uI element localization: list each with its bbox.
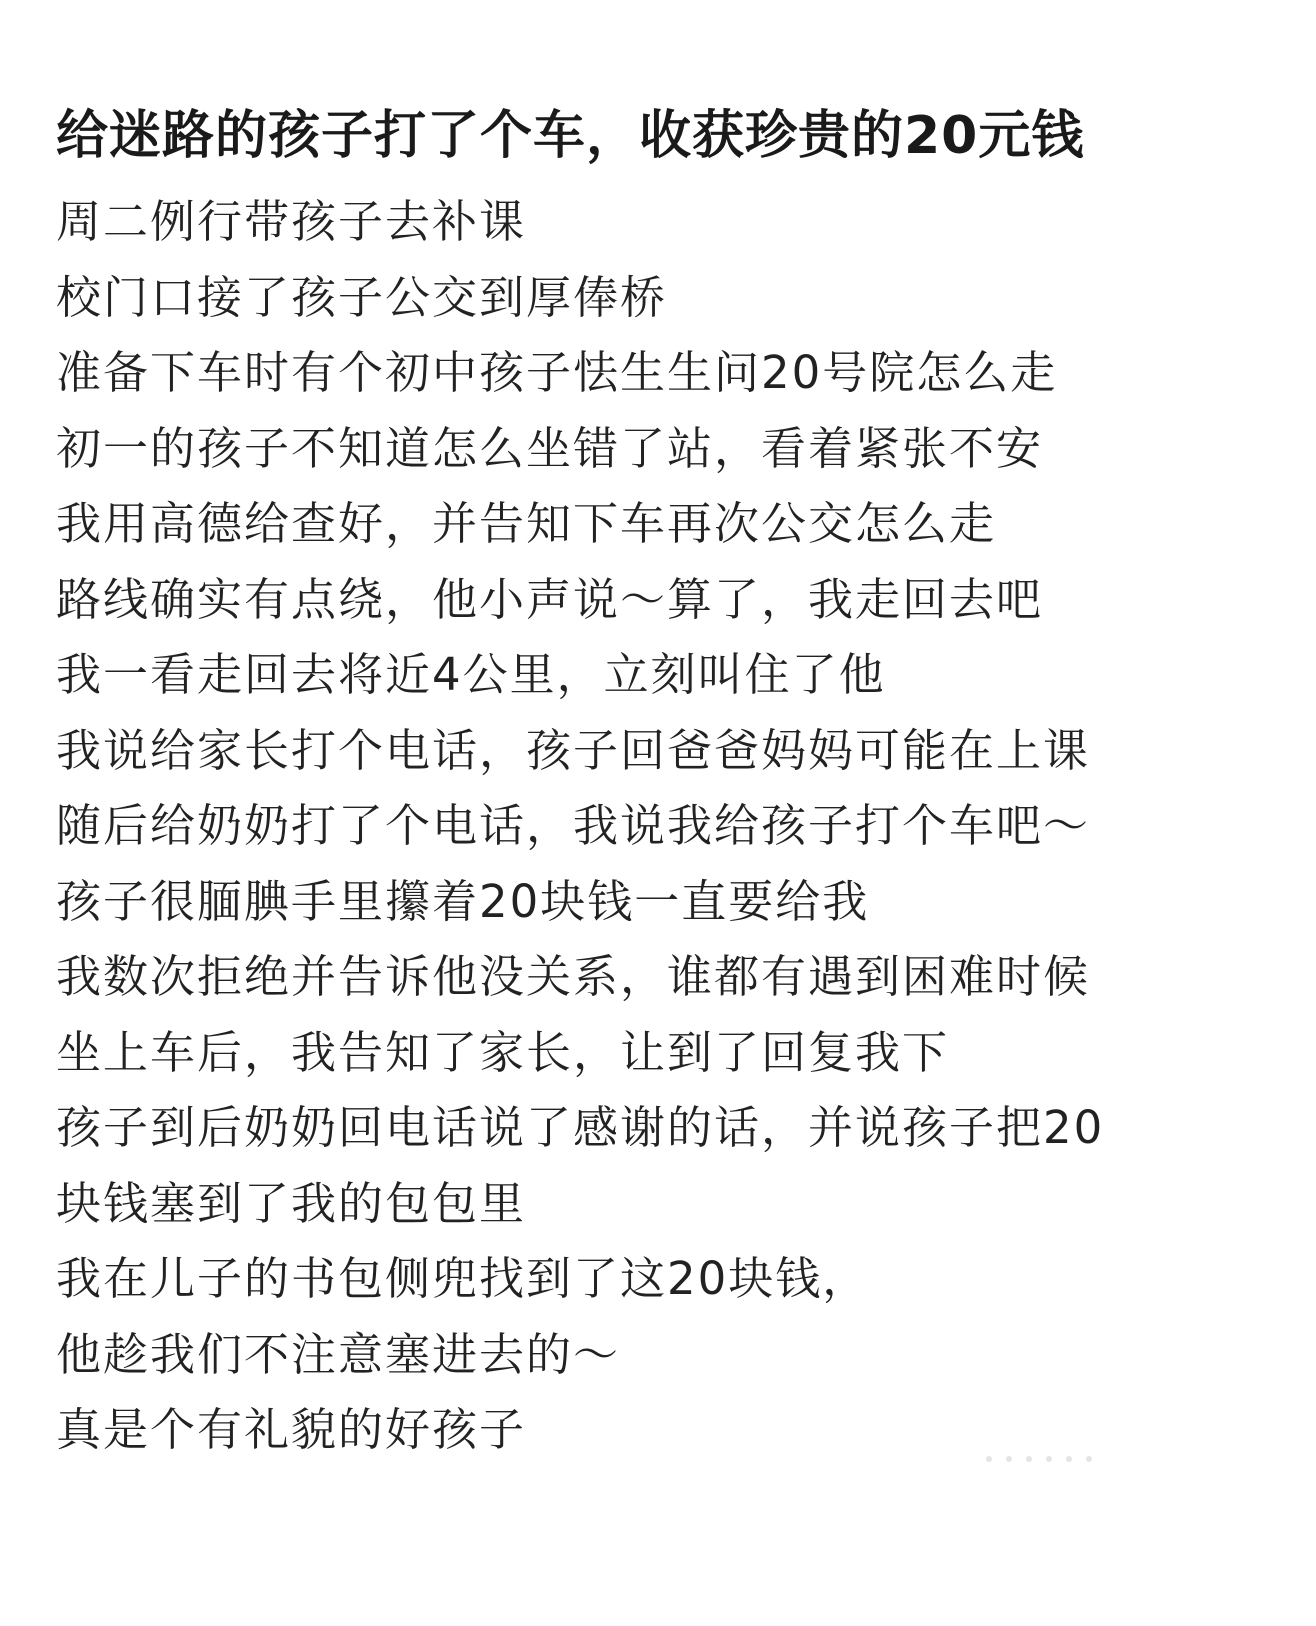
post-line: 真是个有礼貌的好孩子 <box>56 1403 527 1456</box>
post-line: 我用高德给查好，并告知下车再次公交怎么走 <box>56 497 997 550</box>
post-line: 我一看走回去将近4公里，立刻叫住了他 <box>56 648 886 701</box>
post-line: 他趁我们不注意塞进去的～ <box>56 1327 621 1381</box>
post-line: 孩子很腼腆手里攥着20块钱一直要给我 <box>56 874 870 928</box>
faint-watermark <box>986 1447 1116 1457</box>
post-line: 初一的孩子不知道怎么坐错了站，看着紧张不安 <box>56 421 1044 475</box>
post-line: 坐上车后，我告知了家长，让到了回复我下 <box>56 1025 950 1079</box>
post-line: 周二例行带孩子去补课 <box>56 195 527 248</box>
post-line: 我说给家长打个电话，孩子回爸爸妈妈可能在上课 <box>56 723 1091 777</box>
post-line: 准备下车时有个初中孩子怯生生问20号院怎么走 <box>56 346 1058 399</box>
post-title: 给迷路的孩子打了个车，收获珍贵的20元钱 <box>56 106 1085 166</box>
post-line: 随后给奶奶打了个电话，我说我给孩子打个车吧～ <box>56 799 1091 852</box>
post-body <box>56 184 1276 1468</box>
post-line: 块钱塞到了我的包包里 <box>56 1176 527 1230</box>
post-line: 路线确实有点绕，他小声说～算了，我走回去吧 <box>56 572 1044 626</box>
post-line: 我数次拒绝并告诉他没关系，谁都有遇到困难时候 <box>56 950 1091 1003</box>
post-line: 我在儿子的书包侧兜找到了这20块钱， <box>56 1252 870 1305</box>
post-line: 孩子到后奶奶回电话说了感谢的话，并说孩子把20 <box>56 1101 1105 1154</box>
post-line: 校门口接了孩子公交到厚俸桥 <box>56 270 668 324</box>
post <box>56 96 1276 1468</box>
